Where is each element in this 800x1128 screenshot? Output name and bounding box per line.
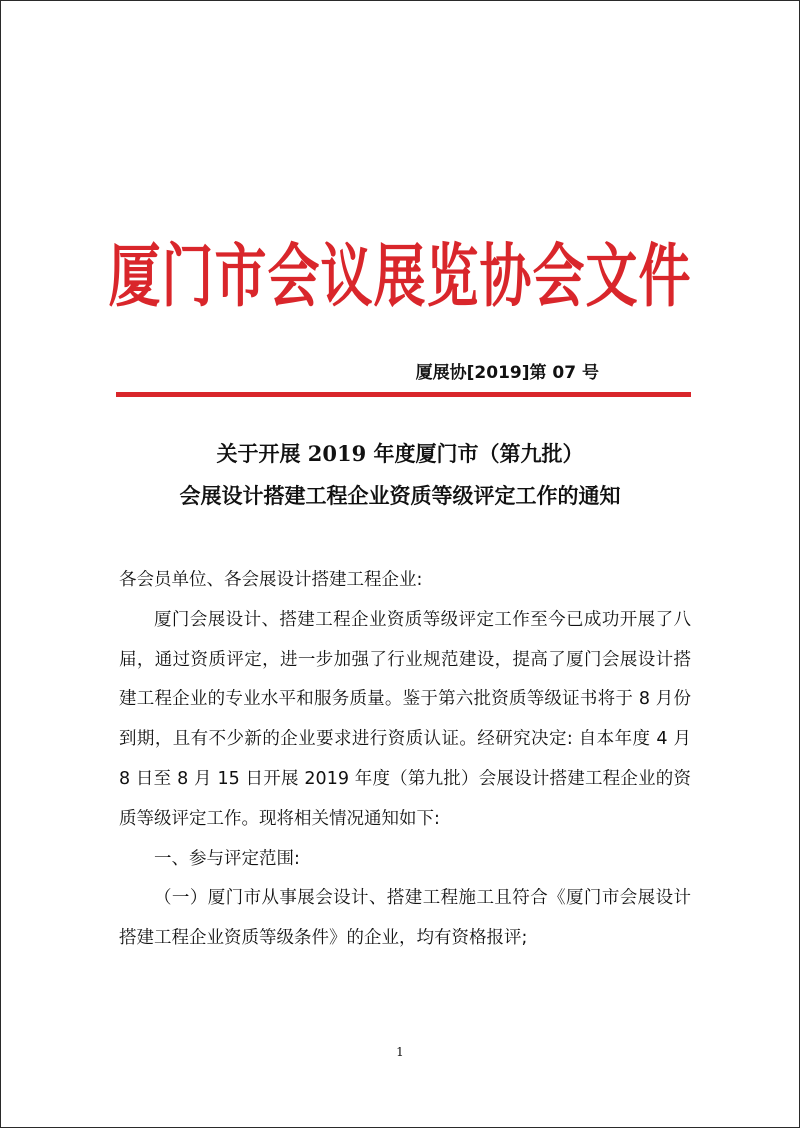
notice-title-line-2: 会展设计搭建工程企业资质等级评定工作的通知 (179, 483, 621, 508)
document-number: 厦展协[2019]第 07 号 (415, 363, 599, 383)
section-item-1: （一）厦门市从事展会设计、搭建工程施工且符合《厦门市会展设计搭建工程企业资质等级条件》的企业，均有资格报评; (119, 888, 691, 949)
body-paragraph-1: 厦门会展设计、搭建工程企业资质等级评定工作至今已成功开展了八届，通过资质评定，进一步加强了行业规范建设，提高了厦门会展设计搭建工程企业的专业水平和服务质量。鉴于第六批资质等级证书将于 8 月份到期，且有不少新的企业要求进行资质认证。经研究决定: 自本年度 4 月 8 日至 8 月 15 日开展 2019 年度（第九批）会展设计搭建工程企业的资质等级评定工作。现将相关情况通知如下: (119, 609, 691, 829)
salutation: 各会员单位、各会展设计搭建工程企业: (119, 570, 423, 590)
notice-title-line-1: 关于开展 2019 年度厦门市（第九批） (216, 441, 584, 466)
notice-body (119, 561, 691, 959)
page-number: 1 (396, 1045, 404, 1059)
section-heading-1: 一、参与评定范围: (154, 848, 300, 869)
red-divider-line (116, 392, 691, 397)
masthead-title: 厦门市会议展览协会文件 (108, 238, 692, 318)
